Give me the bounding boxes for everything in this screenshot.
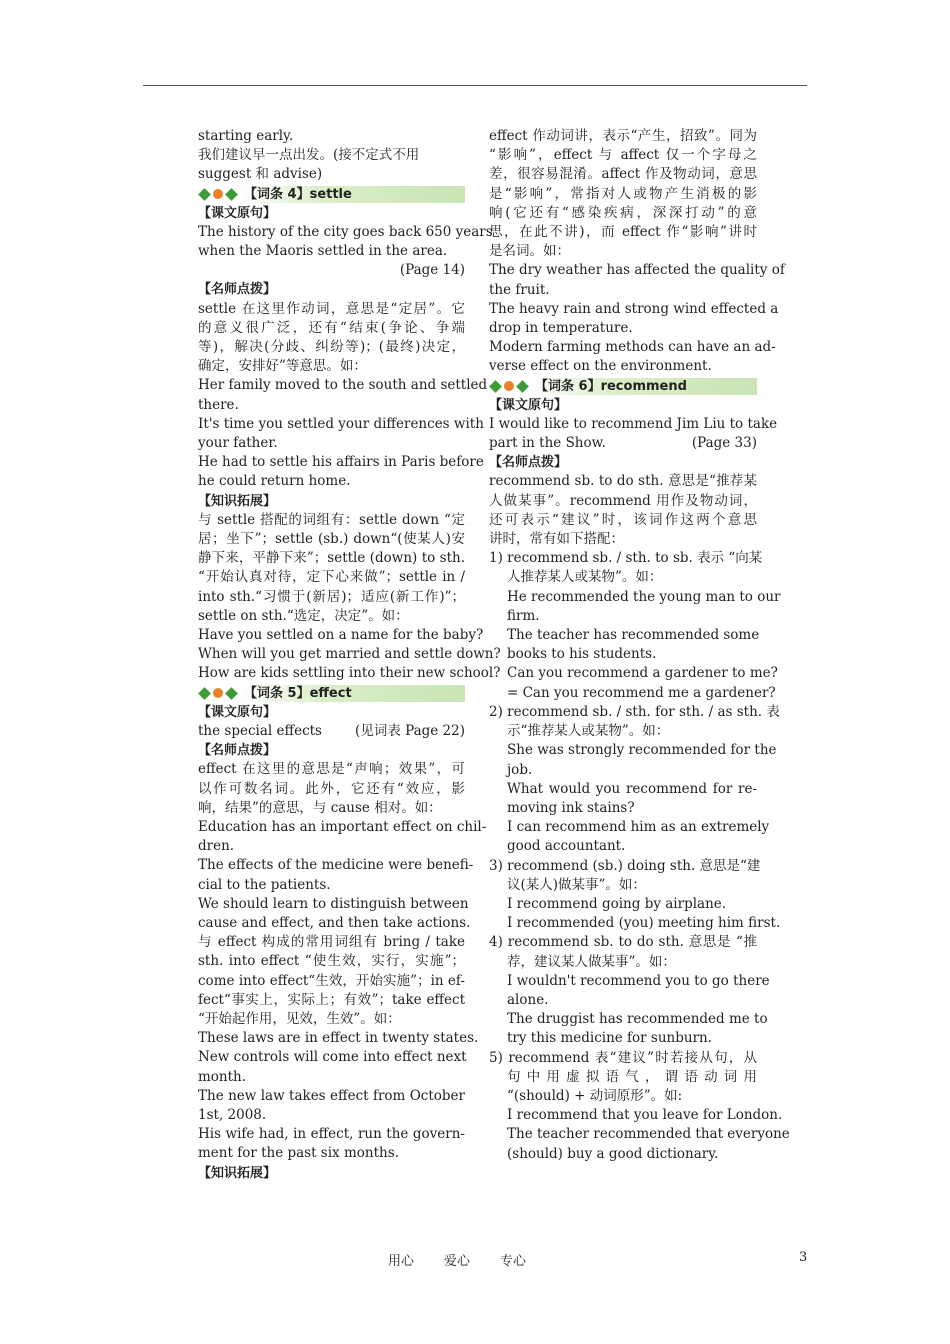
text-line: 等)，解决(分歧、纠纷等)；(最终)决定， bbox=[198, 339, 465, 356]
text-line: 静下来，平静下来”；settle (down) to sth. bbox=[198, 550, 465, 567]
text-line: 差，很容易混淆。affect 作及物动词，意思 bbox=[489, 166, 757, 183]
bullet-icons bbox=[198, 688, 238, 698]
text-line: the fruit. bbox=[489, 281, 550, 298]
example-line: firm. bbox=[507, 607, 540, 624]
entry-label: 【词条 4】 bbox=[244, 186, 310, 202]
example-line: books to his students. bbox=[507, 646, 657, 663]
right-column bbox=[489, 127, 790, 1164]
text-line: effect 作动词讲，表示“产生，招致”。同为 bbox=[489, 128, 757, 144]
section-label: 【名师点拨】 bbox=[198, 282, 277, 298]
text-line: I would like to recommend Jim Liu to take bbox=[489, 415, 778, 432]
text-line: effect 在这里的意思是“声响；效果”，可 bbox=[198, 761, 465, 778]
text-line: your father. bbox=[198, 435, 278, 452]
text-line: 居；坐下”；settle (sb.) down“(使某人)安 bbox=[198, 531, 465, 548]
example-line: good accountant. bbox=[507, 838, 626, 855]
text-line: Modern farming methods can have an ad- bbox=[489, 339, 776, 356]
example-line: The teacher has recommended some bbox=[507, 627, 760, 644]
text-line: “影响”，effect 与 affect 仅一个字母之 bbox=[489, 147, 757, 164]
example-line: (should) buy a good dictionary. bbox=[507, 1145, 719, 1162]
entry-word: recommend bbox=[600, 378, 687, 394]
text-line: suggest 和 advise) bbox=[198, 166, 323, 183]
text-line: 与 effect 构成的常用词组有 bring / take bbox=[198, 934, 465, 951]
text-line: 人做某事”。recommend 用作及物动词， bbox=[489, 492, 757, 509]
diamond-icon bbox=[225, 687, 238, 700]
text-line: ment for the past six months. bbox=[198, 1145, 399, 1162]
text-line: 还可表示“建议”时，该词作这两个意思 bbox=[489, 511, 757, 528]
diamond-icon bbox=[198, 188, 211, 201]
text-line: fect“事实上，实际上；有效”；take effect bbox=[198, 991, 465, 1008]
text-line: 是“影响”，常指对人或物产生消极的影 bbox=[489, 185, 757, 202]
text-line: Have you settled on a name for the baby? bbox=[198, 627, 484, 644]
example-line: job. bbox=[507, 761, 533, 778]
text-line: 我们建议早一点出发。(接不定式不用 bbox=[198, 147, 420, 164]
footer-word: 爱心 bbox=[444, 1254, 471, 1269]
text-line bbox=[489, 434, 757, 453]
text-line bbox=[198, 722, 465, 741]
text-line: recommend sb. to do sth. 意思是“推荐某 bbox=[489, 473, 757, 490]
example-line: Can you recommend a gardener to me? bbox=[507, 665, 778, 682]
entry-label: 【词条 6】 bbox=[535, 378, 601, 394]
example-line: try this medicine for sunburn. bbox=[507, 1030, 713, 1047]
text-line: 1st, 2008. bbox=[198, 1106, 267, 1123]
page-number: 3 bbox=[799, 1250, 808, 1265]
text-line: The new law takes effect from October bbox=[198, 1087, 465, 1104]
usage-item-head: 议(某人)做某事”。如： bbox=[507, 876, 646, 893]
example-line: alone. bbox=[507, 991, 549, 1008]
usage-item-head: 示“推荐某人或某物”。如： bbox=[507, 723, 670, 740]
text-line: How are kids settling into their new school? bbox=[198, 665, 501, 682]
text-line: His wife had, in effect, run the govern- bbox=[198, 1126, 465, 1143]
usage-item-head: “(should) + 动词原形”。如: bbox=[507, 1087, 683, 1104]
usage-item-head: 4) recommend sb. to do sth. 意思是 “推 bbox=[489, 934, 757, 951]
text-line: cial to the patients. bbox=[198, 876, 331, 893]
page-ref: (见词表 Page 22) bbox=[355, 722, 465, 739]
section-label: 【课文原句】 bbox=[198, 704, 277, 720]
example-line: = Can you recommend me a gardener? bbox=[507, 684, 776, 701]
text-line: come into effect“生效，开始实施”；in ef- bbox=[198, 972, 465, 989]
text-line: Education has an important effect on chil- bbox=[198, 818, 487, 835]
example-line: He recommended the young man to our bbox=[507, 588, 781, 605]
text-line: into sth.“习惯于(新居)；适应(新工作)”； bbox=[198, 588, 465, 605]
diamond-icon bbox=[225, 188, 238, 201]
text-line: starting early. bbox=[198, 128, 294, 144]
text-line: 的意义很广泛，还有“结束(争论、争端 bbox=[198, 319, 465, 336]
example-line: The druggist has recommended me to bbox=[507, 1011, 768, 1028]
header-rule bbox=[143, 85, 807, 86]
example-line: I recommended (you) meeting him first. bbox=[507, 915, 781, 932]
text-line: The heavy rain and strong wind effected a bbox=[489, 300, 779, 317]
usage-item-head: 2) recommend sb. / sth. for sth. / as sth. 表 bbox=[489, 703, 780, 720]
text-line: drop in temperature. bbox=[489, 320, 633, 337]
bullet-icons bbox=[198, 189, 238, 199]
text-line: sth. into effect “使生效，实行，实施”； bbox=[198, 953, 465, 970]
text-line: It's time you settled your differences with bbox=[198, 415, 484, 432]
text-line: there. bbox=[198, 396, 239, 413]
text-line: 思，在此不讲)，而 effect 作“影响”讲时 bbox=[489, 224, 757, 241]
text-line: These laws are in effect in twenty states. bbox=[198, 1030, 479, 1047]
quote-text: part in the Show. bbox=[489, 435, 606, 452]
diamond-icon bbox=[198, 687, 211, 700]
entry-word: settle bbox=[309, 186, 352, 202]
example-line: I can recommend him as an extremely bbox=[507, 819, 770, 836]
usage-item-head: 人推荐某人或某物”。如： bbox=[507, 569, 663, 586]
diamond-icon bbox=[516, 380, 529, 393]
example-line: What would you recommend for re- bbox=[507, 780, 757, 797]
entry-word: effect bbox=[309, 685, 352, 701]
text-line: verse effect on the environment. bbox=[489, 358, 712, 375]
text-line: “开始认真对待，定下心来做”；settle in / bbox=[198, 569, 465, 586]
section-label: 【知识拓展】 bbox=[198, 493, 277, 509]
text-line: The effects of the medicine were benefi- bbox=[198, 857, 474, 874]
usage-item-head: 荐，建议某人做某事”。如： bbox=[507, 953, 676, 970]
text-line: The dry weather has affected the quality of bbox=[489, 262, 785, 279]
section-label: 【课文原句】 bbox=[198, 205, 277, 221]
text-line: 与 settle 搭配的词组有：settle down “定 bbox=[198, 511, 465, 528]
text-line: 以作可数名词。此外，它还有“效应，影 bbox=[198, 780, 465, 797]
example-line: I recommend that you leave for London. bbox=[507, 1107, 783, 1124]
text-line: he could return home. bbox=[198, 473, 351, 490]
footer-motto bbox=[388, 1250, 526, 1269]
usage-item-head: 句中用虚拟语气，谓语动词用 bbox=[507, 1068, 757, 1085]
example-line: I wouldn't recommend you to go there bbox=[507, 972, 770, 989]
section-label: 【名师点拨】 bbox=[198, 743, 277, 759]
quote-text: the special effects bbox=[198, 722, 322, 739]
text-line: The history of the city goes back 650 years bbox=[198, 223, 493, 240]
text-line: 讲时，常有如下搭配： bbox=[489, 531, 624, 548]
text-line: 是名词。如： bbox=[489, 243, 570, 260]
text-line: settle on sth.“选定，决定”。如： bbox=[198, 607, 409, 624]
text-line: cause and effect, and then take actions. bbox=[198, 914, 471, 931]
text-line: He had to settle his affairs in Paris before bbox=[198, 454, 484, 471]
example-line: She was strongly recommended for the bbox=[507, 742, 777, 759]
section-label: 【知识拓展】 bbox=[198, 1165, 277, 1181]
bullet-icons bbox=[489, 381, 529, 391]
text-line: 响，结果”的意思，与 cause 相对。如： bbox=[198, 799, 442, 816]
usage-item-head: 5) recommend 表“建议”时若接从句，从 bbox=[489, 1049, 757, 1066]
footer-word: 用心 bbox=[388, 1254, 415, 1269]
entry-6-heading bbox=[489, 377, 757, 396]
text-line: month. bbox=[198, 1068, 247, 1085]
circle-icon bbox=[213, 688, 223, 698]
circle-icon bbox=[504, 381, 514, 391]
page-ref: (Page 33) bbox=[691, 435, 757, 452]
section-label: 【课文原句】 bbox=[489, 397, 568, 413]
circle-icon bbox=[213, 189, 223, 199]
text-line: New controls will come into effect next bbox=[198, 1049, 467, 1066]
text-line: dren. bbox=[198, 838, 235, 855]
text-line: settle 在这里作动词，意思是“定居”。它 bbox=[198, 300, 465, 317]
usage-item-head: 3) recommend (sb.) doing sth. 意思是“建 bbox=[489, 857, 761, 874]
text-line: Her family moved to the south and settled bbox=[198, 377, 488, 394]
text-line: 响(它还有“感染疾病，深深打动”的意 bbox=[489, 204, 757, 221]
page-ref: (Page 14) bbox=[399, 262, 465, 279]
text-line: when the Maoris settled in the area. bbox=[198, 243, 448, 260]
entry-label: 【词条 5】 bbox=[244, 685, 310, 701]
section-label: 【名师点拨】 bbox=[489, 455, 568, 471]
example-line: The teacher recommended that everyone bbox=[507, 1126, 790, 1143]
example-line: moving ink stains? bbox=[507, 799, 635, 816]
footer-word: 专心 bbox=[500, 1254, 527, 1269]
left-column bbox=[198, 127, 501, 1183]
text-line: When will you get married and settle down? bbox=[198, 646, 501, 663]
entry-5-heading bbox=[198, 684, 465, 703]
diamond-icon bbox=[489, 380, 502, 393]
text-line: We should learn to distinguish between bbox=[198, 895, 469, 912]
example-line: I recommend going by airplane. bbox=[507, 895, 727, 912]
entry-4-heading bbox=[198, 185, 465, 204]
text-line: 确定，安排好”等意思。如： bbox=[198, 358, 367, 375]
usage-item-head: 1) recommend sb. / sth. to sb. 表示 “向某 bbox=[489, 550, 763, 567]
text-line: “开始起作用，见效，生效”。如： bbox=[198, 1010, 401, 1027]
